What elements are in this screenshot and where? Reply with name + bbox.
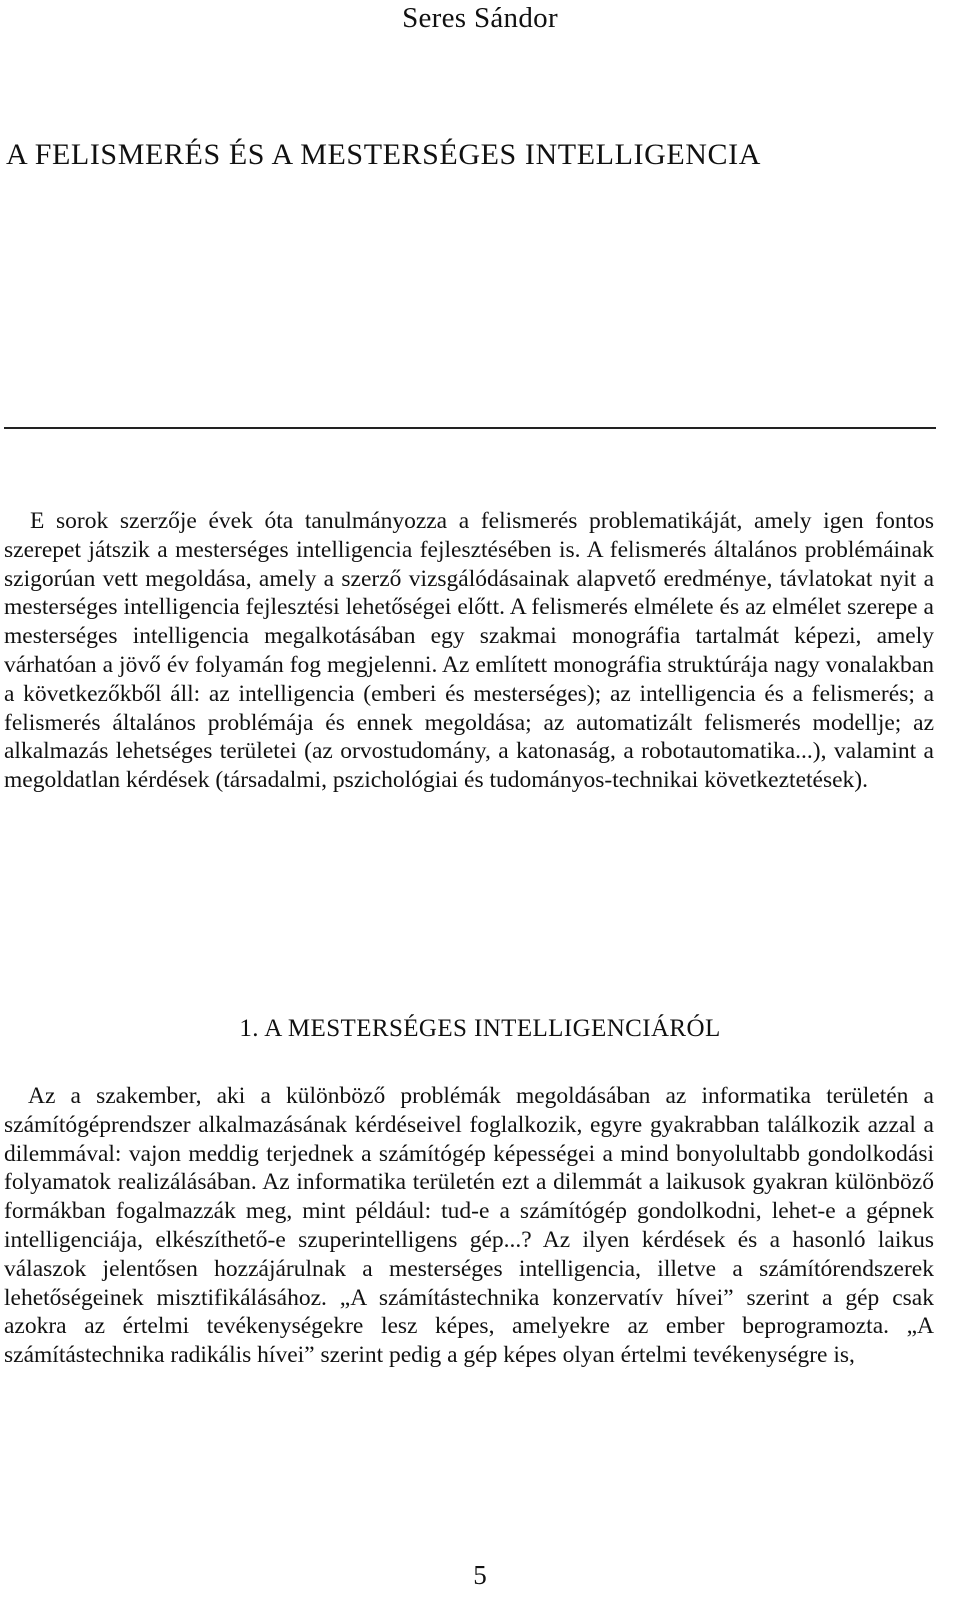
title-divider [4, 427, 936, 429]
section-heading: 1. A MESTERSÉGES INTELLIGENCIÁRÓL [239, 1015, 721, 1042]
abstract-paragraph: E sorok szerzője évek óta tanulmányozza a felismerés problematikáját, amely igen fontos szerepet játszik a mesterséges intelligencia fejlesztésében is. A felismerés általános problémáinak szigorúan vett megoldása, amely a szerző vizsgálódásainak alapvető eredménye, távlatokat nyit a mesterséges intelligencia fejlesztési lehetőségei előtt. A felismerés elmélete és az elmélet szerepe a mesterséges intelligencia megalkotásában egy szakmai monográfia tartalmát képezi, amely várhatóan a jövő év folyamán fog megjelenni. Az említett monográfia struktúrája nagy vonalakban a következőkből áll: az intelligencia (emberi és mesterséges); az intelligencia és a felismerés; a felismerés általános problémája és ennek megoldása; az automatizált felismerés modellje; az alkalmazás lehetséges területei (az orvostudomány, a katonaság, a robotautomatika...), valamint a megoldatlan kérdések (társadalmi, pszichológiai és tudományos-technikai következtetések). [4, 508, 934, 794]
body-paragraph: Az a szakember, aki a különböző problémák megoldásában az informatika területén a számítógéprendszer alkalmazásának kérdéseivel foglalkozik, egyre gyakrabban találkozik azzal a dilemmával: vajon meddig terjednek a számítógép képességei a mind bonyolultabb gondolkodási folyamatok realizálásában. Az informatika területén ezt a dilemmát a laikusok gyakran különböző formákban fogalmazzák meg, mint például: tud-e a számítógép gondolkodni, lehet-e a gépnek intelligenciája, elkészíthető-e szuperintelligens gép...? Az ilyen kérdések és a hasonló laikus válaszok jelentősen hozzájárulnak a mesterséges intelligencia, illetve a számítórendszerek lehetőségeinek misztifikálásához. „A számítástechnika konzervatív hívei” szerint a gép csak azokra az értelmi tevékenységekre lesz képes, amelyekre az ember beprogramozta. „A számítástechnika radikális hívei” szerint pedig a gép képes olyan értelmi tevékenységre is, [4, 1083, 934, 1369]
article-title: A FELISMERÉS ÉS A MESTERSÉGES INTELLIGENCIA [6, 138, 761, 171]
page-number: 5 [473, 1560, 487, 1590]
author-name: Seres Sándor [402, 2, 558, 34]
